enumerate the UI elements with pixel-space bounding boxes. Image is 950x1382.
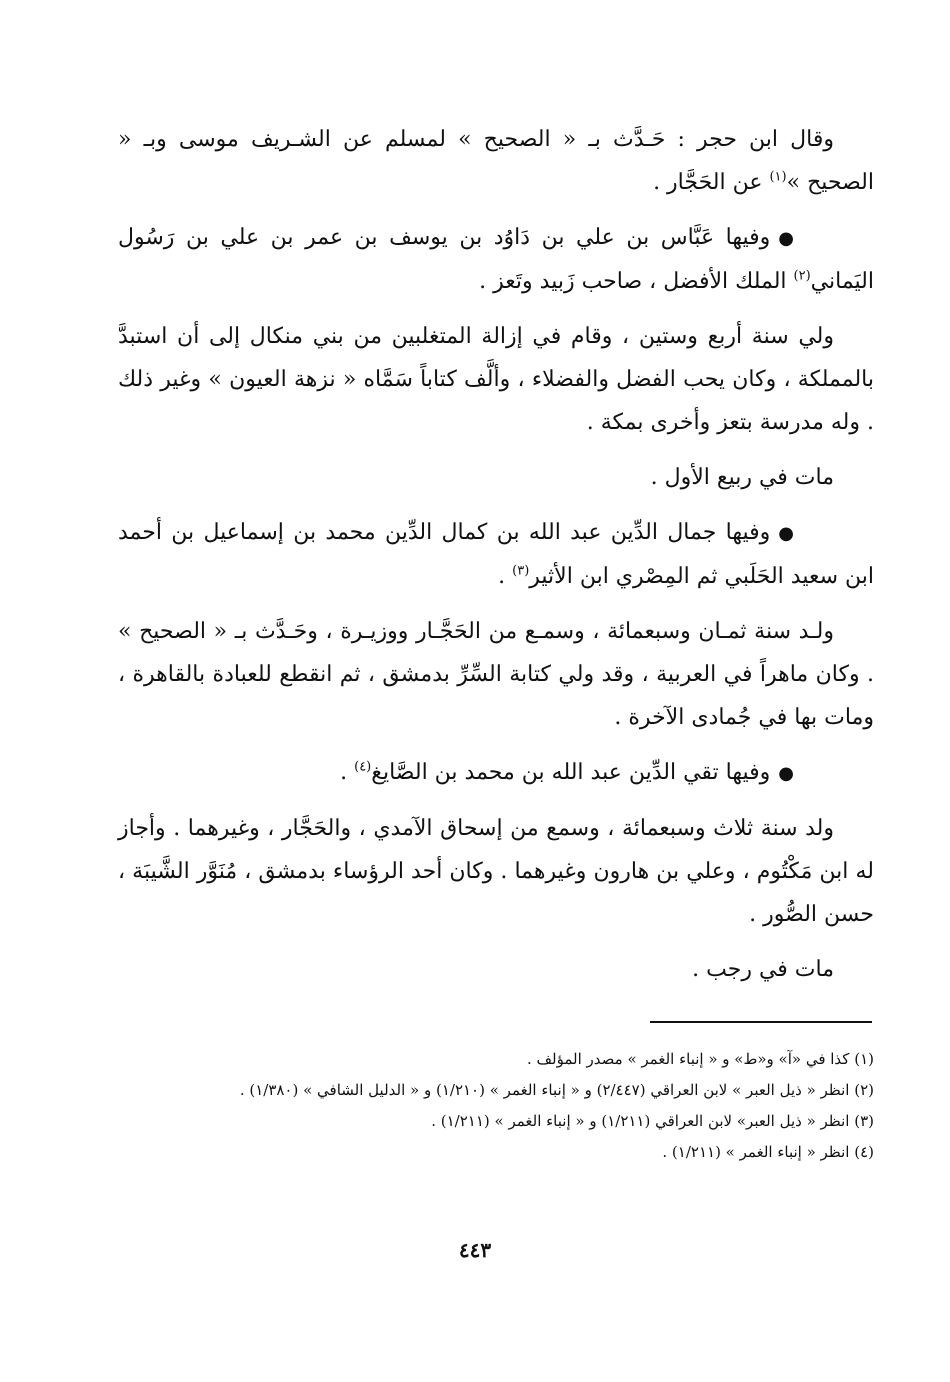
footnote: (٣) انظر « ذيل العبر» لابن العراقي (١/٢١١) و « إنباء الغمر » (١/٢١١) . — [431, 1112, 874, 1130]
paragraph: مات في رجب . — [692, 957, 834, 982]
paragraph: وقال ابن حجر : حَـدَّث بـ « الصحيح » لمسلم عن الشـريف موسى وبـ « الصحيح »$^{(١)}$ عن الحَجَّار . — [118, 127, 874, 195]
paragraph: مات في ربيع الأول . — [650, 465, 834, 490]
paragraph: ●وفيها تقي الدِّين عبد الله بن محمد بن الصَّايغ$^{(٤)}$ . — [118, 751, 874, 795]
paragraph: ●وفيها عَبَّاس بن علي بن دَاوُد بن يوسف بن عمر بن علي بن رَسُول اليَماني$^{(٢)}$ الملك الأفضل ، صاحب زَبيد وتَعز . — [118, 216, 874, 303]
bullet-icon: ● — [778, 523, 794, 544]
paragraph: ولي سنة أربع وستين ، وقام في إزالة المتغلبين من بني منكال إلى أن استبدَّ بالمملكة ، وكان يحب الفضل والفضلاء ، وألَّف كتاباً سَمَّاه « نزهة العيون » وغير ذلك . وله مدرسة بتعز وأخرى بمكة . — [118, 324, 874, 435]
bullet-icon: ● — [778, 763, 794, 784]
footnote-ref[interactable]: (٢) — [793, 268, 811, 284]
footnote-ref[interactable]: (١) — [769, 169, 787, 185]
footnote-ref[interactable]: (٣) — [512, 563, 530, 579]
paragraph: ●وفيها جمال الدِّين عبد الله بن كمال الدِّين محمد بن إسماعيل بن أحمد ابن سعيد الحَلَبي ثم المِصْري ابن الأثير$^{(٣)}$ . — [118, 511, 874, 598]
footnote: (٤) انظر « إنباء الغمر » (١/٢١١) . — [662, 1143, 874, 1161]
paragraph: ولد سنة ثلاث وسبعمائة ، وسمع من إسحاق الآمدي ، والحَجَّار ، وغيرهما . وأجاز له ابن مَكْتُوم ، وعلي بن هارون وغيرهما . وكان أحد الرؤساء بدمشق ، مُنَوَّر الشَّيبَة ، حسن الصُّور . — [118, 816, 874, 927]
footnotes — [118, 1044, 874, 1168]
footnote-divider — [650, 1021, 872, 1023]
bullet-icon: ● — [778, 228, 794, 249]
main-text — [118, 118, 874, 1003]
page-number: ٤٤٣ — [458, 1238, 492, 1262]
footnote-ref[interactable]: (٤) — [354, 759, 372, 775]
paragraph: ولـد سنة ثمـان وسبعمائة ، وسمـع من الحَجَّـار ووزيـرة ، وحَـدَّث بـ « الصحيح » . وكان ماهراً في العربية ، وقد ولي كتابة السِّرِّ بدمشق ، ثم انقطع للعبادة بالقاهرة ، ومات بها في جُمادى الآخرة . — [118, 619, 874, 730]
footnote: (٢) انظر « ذيل العبر » لابن العراقي (٢/٤٤٧) و « إنباء الغمر » (١/٢١٠) و « الدليل الشافي » (١/٣٨٠) . — [239, 1081, 874, 1099]
footnote: (١) كذا في «آ» و«ط» و « إنباء الغمر » مصدر المؤلف . — [526, 1050, 874, 1068]
